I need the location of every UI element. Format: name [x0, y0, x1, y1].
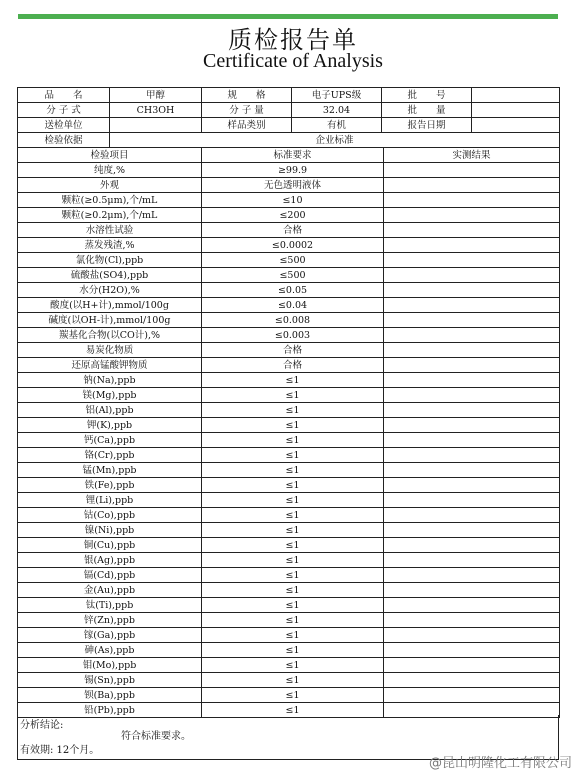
table-row — [18, 313, 560, 328]
row-result — [384, 643, 560, 658]
row-result — [384, 493, 560, 508]
info-row-4 — [18, 133, 560, 148]
table-row — [18, 358, 560, 373]
row-standard: ≤1 — [202, 388, 384, 403]
row-item: 水分(H2O),% — [18, 283, 202, 298]
conclusion-text: 符合标准要求。 — [121, 731, 191, 742]
watermark: @昆山明隆化工有限公司 — [428, 756, 572, 771]
table-row — [18, 403, 560, 418]
table-row — [18, 208, 560, 223]
row-standard: 合格 — [202, 358, 384, 373]
spec-value: 电子UPS级 — [292, 88, 382, 103]
table-row — [18, 328, 560, 343]
table-row — [18, 493, 560, 508]
mw-value: 32.04 — [292, 103, 382, 118]
header-result: 实测结果 — [384, 148, 560, 163]
spec-label: 规 格 — [202, 88, 292, 103]
row-result — [384, 433, 560, 448]
row-standard: ≤1 — [202, 538, 384, 553]
row-standard: ≤10 — [202, 193, 384, 208]
row-item: 硫酸盐(SO4),ppb — [18, 268, 202, 283]
row-item: 锰(Mn),ppb — [18, 463, 202, 478]
row-result — [384, 253, 560, 268]
batch-value — [472, 88, 560, 103]
row-standard: ≤1 — [202, 478, 384, 493]
row-item: 钡(Ba),ppb — [18, 688, 202, 703]
row-result — [384, 688, 560, 703]
row-item: 还原高锰酸钾物质 — [18, 358, 202, 373]
qty-value — [472, 103, 560, 118]
sample-value: 有机 — [292, 118, 382, 133]
row-standard: ≤1 — [202, 523, 384, 538]
row-standard: ≥99.9 — [202, 163, 384, 178]
row-item: 铜(Cu),ppb — [18, 538, 202, 553]
row-result — [384, 523, 560, 538]
row-item: 纯度,% — [18, 163, 202, 178]
table-row — [18, 688, 560, 703]
row-item: 钴(Co),ppb — [18, 508, 202, 523]
row-standard: ≤1 — [202, 688, 384, 703]
row-item: 铬(Cr),ppb — [18, 448, 202, 463]
table-row — [18, 373, 560, 388]
row-item: 水溶性试验 — [18, 223, 202, 238]
row-standard: ≤0.003 — [202, 328, 384, 343]
row-standard: ≤1 — [202, 403, 384, 418]
table-row — [18, 418, 560, 433]
row-result — [384, 163, 560, 178]
info-row-2 — [18, 103, 560, 118]
row-standard: 合格 — [202, 223, 384, 238]
row-item: 钛(Ti),ppb — [18, 598, 202, 613]
title-english: Certificate of Analysis — [203, 50, 383, 72]
row-item: 镓(Ga),ppb — [18, 628, 202, 643]
row-item: 镁(Mg),ppb — [18, 388, 202, 403]
row-result — [384, 583, 560, 598]
row-item: 羰基化合物(以CO计),% — [18, 328, 202, 343]
header-standard: 标准要求 — [202, 148, 384, 163]
table-row — [18, 388, 560, 403]
row-item: 钾(K),ppb — [18, 418, 202, 433]
row-item: 铅(Pb),ppb — [18, 703, 202, 718]
table-row — [18, 583, 560, 598]
row-result — [384, 223, 560, 238]
info-row-3 — [18, 118, 560, 133]
row-standard: ≤1 — [202, 553, 384, 568]
table-body — [18, 163, 560, 718]
row-result — [384, 208, 560, 223]
row-result — [384, 343, 560, 358]
table-row — [18, 643, 560, 658]
row-standard: ≤1 — [202, 613, 384, 628]
row-result — [384, 553, 560, 568]
validity-text: 有效期: 12个月。 — [20, 745, 100, 756]
table-row — [18, 283, 560, 298]
table-row — [18, 598, 560, 613]
date-value — [472, 118, 560, 133]
row-standard: ≤1 — [202, 673, 384, 688]
row-standard: ≤1 — [202, 373, 384, 388]
table-row — [18, 628, 560, 643]
row-result — [384, 478, 560, 493]
row-result — [384, 673, 560, 688]
formula-label: 分 子 式 — [18, 103, 110, 118]
table-row — [18, 193, 560, 208]
qty-label: 批 量 — [382, 103, 472, 118]
row-item: 钼(Mo),ppb — [18, 658, 202, 673]
table-row — [18, 238, 560, 253]
row-item: 碱度(以OH-计),mmol/100g — [18, 313, 202, 328]
row-result — [384, 238, 560, 253]
product-label: 品 名 — [18, 88, 110, 103]
row-standard: ≤500 — [202, 268, 384, 283]
row-result — [384, 628, 560, 643]
formula-value: CH3OH — [110, 103, 202, 118]
batch-label: 批 号 — [382, 88, 472, 103]
row-result — [384, 613, 560, 628]
table-row — [18, 553, 560, 568]
title-chinese: 质检报告单 — [228, 26, 358, 54]
table-header-row — [18, 148, 560, 163]
row-standard: ≤0.008 — [202, 313, 384, 328]
table-row — [18, 343, 560, 358]
table-row — [18, 523, 560, 538]
unit-value — [110, 118, 202, 133]
row-standard: ≤1 — [202, 493, 384, 508]
row-result — [384, 658, 560, 673]
row-result — [384, 568, 560, 583]
row-result — [384, 358, 560, 373]
table-row — [18, 613, 560, 628]
row-result — [384, 448, 560, 463]
sample-label: 样品类别 — [202, 118, 292, 133]
row-item: 镍(Ni),ppb — [18, 523, 202, 538]
row-result — [384, 193, 560, 208]
row-item: 砷(As),ppb — [18, 643, 202, 658]
table-row — [18, 223, 560, 238]
row-standard: ≤1 — [202, 598, 384, 613]
table-row — [18, 268, 560, 283]
row-standard: ≤1 — [202, 433, 384, 448]
table-row — [18, 508, 560, 523]
row-result — [384, 403, 560, 418]
row-result — [384, 298, 560, 313]
row-standard: ≤1 — [202, 568, 384, 583]
row-item: 铁(Fe),ppb — [18, 478, 202, 493]
table-row — [18, 673, 560, 688]
row-result — [384, 283, 560, 298]
row-item: 锂(Li),ppb — [18, 493, 202, 508]
row-item: 外观 — [18, 178, 202, 193]
row-item: 锡(Sn),ppb — [18, 673, 202, 688]
table-row — [18, 163, 560, 178]
row-result — [384, 508, 560, 523]
row-item: 钙(Ca),ppb — [18, 433, 202, 448]
unit-label: 送检单位 — [18, 118, 110, 133]
table-row — [18, 538, 560, 553]
basis-value: 企业标准 — [110, 133, 560, 148]
row-result — [384, 538, 560, 553]
table-row — [18, 433, 560, 448]
row-standard: ≤200 — [202, 208, 384, 223]
row-result — [384, 388, 560, 403]
row-standard: ≤1 — [202, 628, 384, 643]
row-result — [384, 313, 560, 328]
row-standard: ≤0.04 — [202, 298, 384, 313]
row-item: 锌(Zn),ppb — [18, 613, 202, 628]
row-item: 颗粒(≥0.2μm),个/mL — [18, 208, 202, 223]
row-result — [384, 328, 560, 343]
row-item: 金(Au),ppb — [18, 583, 202, 598]
table-row — [18, 478, 560, 493]
row-result — [384, 268, 560, 283]
test-items-table — [17, 147, 560, 718]
row-standard: ≤0.0002 — [202, 238, 384, 253]
row-item: 铝(Al),ppb — [18, 403, 202, 418]
product-value: 甲醇 — [110, 88, 202, 103]
top-green-bar — [18, 14, 558, 19]
row-item: 钠(Na),ppb — [18, 373, 202, 388]
row-standard: ≤1 — [202, 643, 384, 658]
info-table — [17, 87, 560, 148]
table-row — [18, 463, 560, 478]
row-standard: ≤1 — [202, 703, 384, 718]
row-standard: ≤1 — [202, 448, 384, 463]
table-row — [18, 568, 560, 583]
row-result — [384, 178, 560, 193]
row-result — [384, 418, 560, 433]
row-standard: ≤1 — [202, 508, 384, 523]
conclusion-label: 分析结论: — [20, 720, 64, 731]
table-row — [18, 298, 560, 313]
row-result — [384, 598, 560, 613]
row-item: 氯化物(Cl),ppb — [18, 253, 202, 268]
row-result — [384, 463, 560, 478]
row-result — [384, 373, 560, 388]
row-standard: ≤1 — [202, 418, 384, 433]
date-label: 报告日期 — [382, 118, 472, 133]
row-standard: ≤1 — [202, 658, 384, 673]
table-row — [18, 253, 560, 268]
row-standard: 无色透明液体 — [202, 178, 384, 193]
row-standard: ≤0.05 — [202, 283, 384, 298]
info-row-1 — [18, 88, 560, 103]
row-item: 酸度(以H+计),mmol/100g — [18, 298, 202, 313]
row-item: 易炭化物质 — [18, 343, 202, 358]
row-item: 蒸发残渣,% — [18, 238, 202, 253]
row-standard: ≤500 — [202, 253, 384, 268]
row-item: 镉(Cd),ppb — [18, 568, 202, 583]
row-standard: 合格 — [202, 343, 384, 358]
header-item: 检验项目 — [18, 148, 202, 163]
table-row — [18, 658, 560, 673]
row-standard: ≤1 — [202, 463, 384, 478]
basis-label: 检验依据 — [18, 133, 110, 148]
table-row — [18, 178, 560, 193]
row-item: 颗粒(≥0.5μm),个/mL — [18, 193, 202, 208]
table-row — [18, 448, 560, 463]
row-standard: ≤1 — [202, 583, 384, 598]
row-item: 银(Ag),ppb — [18, 553, 202, 568]
mw-label: 分 子 量 — [202, 103, 292, 118]
